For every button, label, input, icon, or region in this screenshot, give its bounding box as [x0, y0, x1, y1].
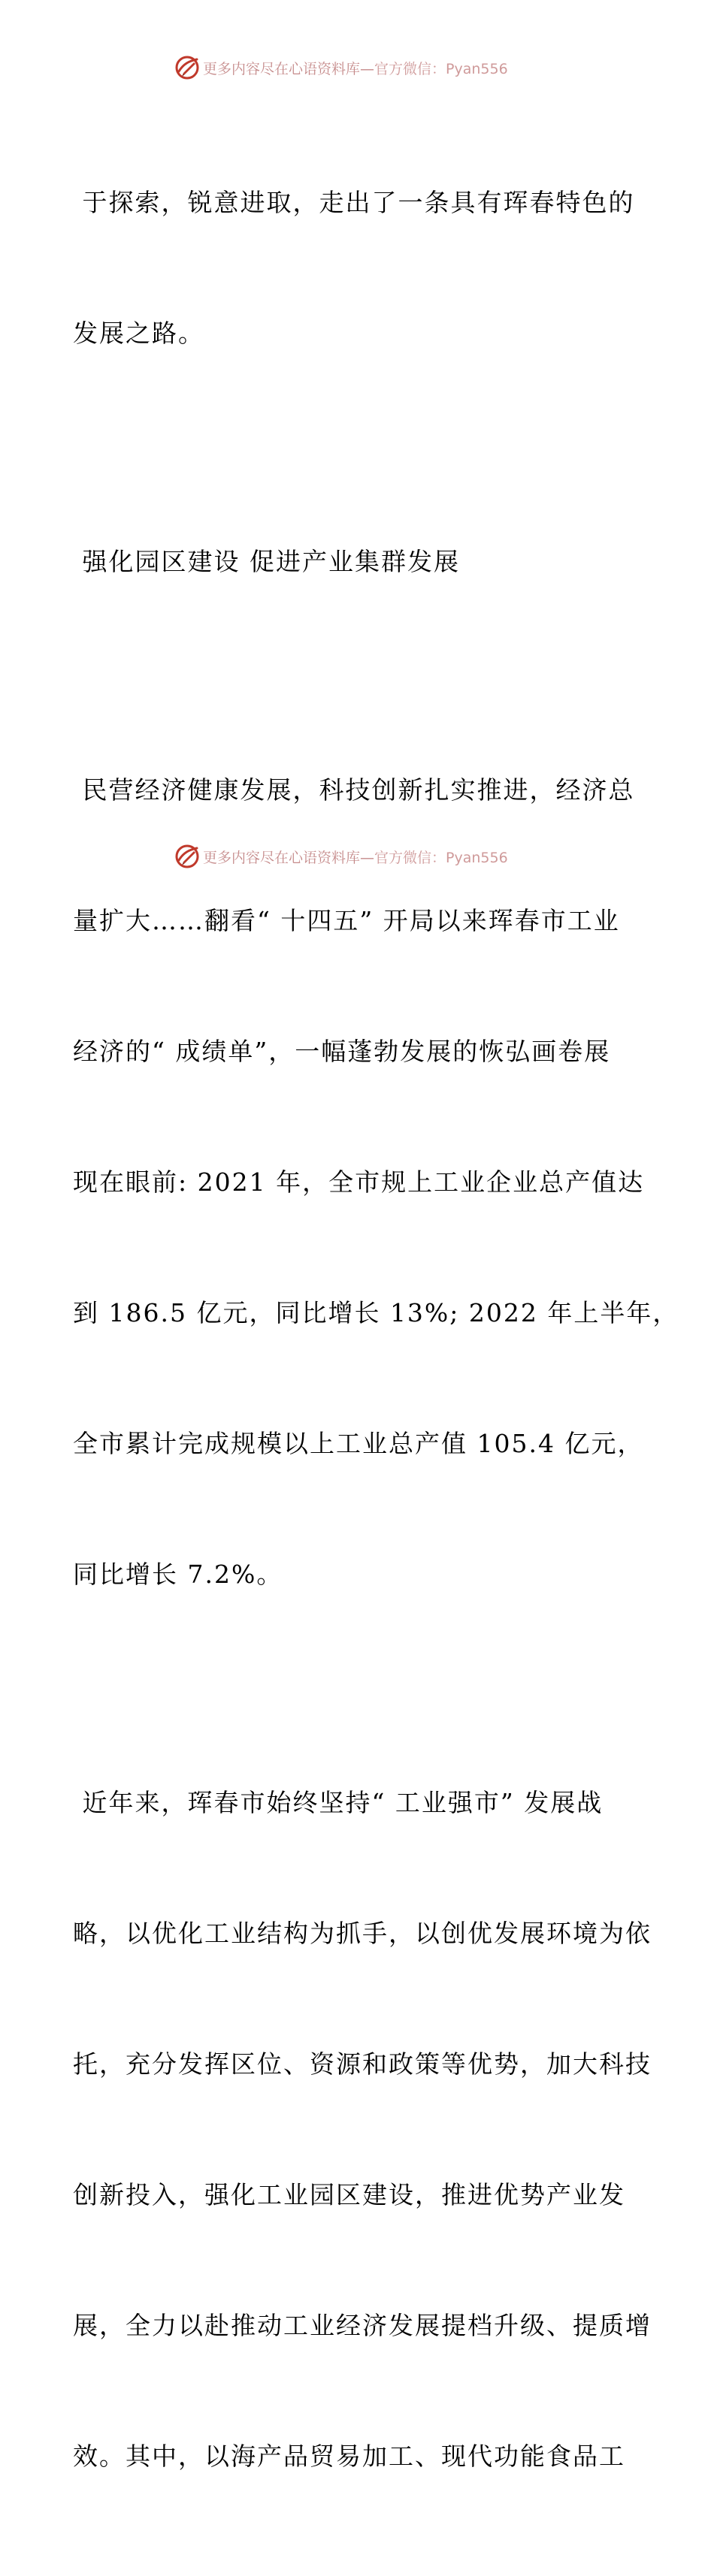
pen-logo-icon: [174, 844, 200, 869]
text-line: 同比增长 7.2%。: [73, 1560, 283, 1589]
watermark-main-text: 更多内容尽在心语资料库: [203, 849, 361, 866]
text-line: 托，充分发挥区位、资源和政策等优势，加大科技: [73, 2049, 652, 2079]
text-line: 民营经济健康发展，科技创新扎实推进，经济总: [73, 775, 635, 805]
section-heading: [73, 453, 644, 671]
text-line: 现在眼前: 2021 年，全市规上工业企业总产值达: [73, 1167, 645, 1197]
paragraph-industrial-strategy: [73, 1694, 652, 2565]
watermark-main-text: 更多内容尽在心语资料库: [203, 60, 361, 77]
text-line: 全市累计完成规模以上工业总产值 105.4 亿元，: [73, 1429, 644, 1458]
text-line: 略，以优化工业结构为抓手，以创优发展环境为依: [73, 1919, 652, 1948]
text-line: 近年来，珲春市始终坚持“ 工业强市” 发展战: [73, 1788, 604, 1817]
text-line: 量扩大……翻看“ 十四五” 开局以来珲春市工业: [73, 906, 620, 935]
text-line: 经济的“ 成绩单”，一幅蓬勃发展的恢弘画卷展: [73, 1037, 611, 1066]
text-line: 展，全力以赴推动工业经济发展提档升级、提质增: [73, 2311, 652, 2340]
heading-text: 强化园区建设 促进产业集群发展: [73, 547, 460, 576]
watermark-text: [203, 847, 508, 867]
footer-watermark: [174, 841, 508, 871]
document-body: [73, 94, 679, 2576]
pen-logo-icon: [174, 55, 200, 80]
paragraph-economy-stats: [73, 681, 679, 1684]
watermark-text: [203, 58, 508, 78]
watermark-contact: 官方微信：Pyan556: [374, 60, 508, 77]
watermark-separator: —: [360, 60, 375, 77]
header-watermark: [174, 53, 508, 83]
text-line: 效。其中，以海产品贸易加工、现代功能食品工: [73, 2442, 625, 2471]
text-line: 创新投入，强化工业园区建设，推进优势产业发: [73, 2180, 625, 2209]
watermark-separator: —: [360, 849, 375, 866]
text-line: 到 186.5 亿元，同比增长 13%; 2022 年上半年，: [73, 1298, 679, 1327]
watermark-contact: 官方微信：Pyan556: [374, 849, 508, 866]
text-line: 发展之路。: [73, 319, 204, 348]
paragraph-intro-continuation: [73, 94, 644, 442]
text-line: 于探索，锐意进取，走出了一条具有珲春特色的: [73, 188, 635, 217]
